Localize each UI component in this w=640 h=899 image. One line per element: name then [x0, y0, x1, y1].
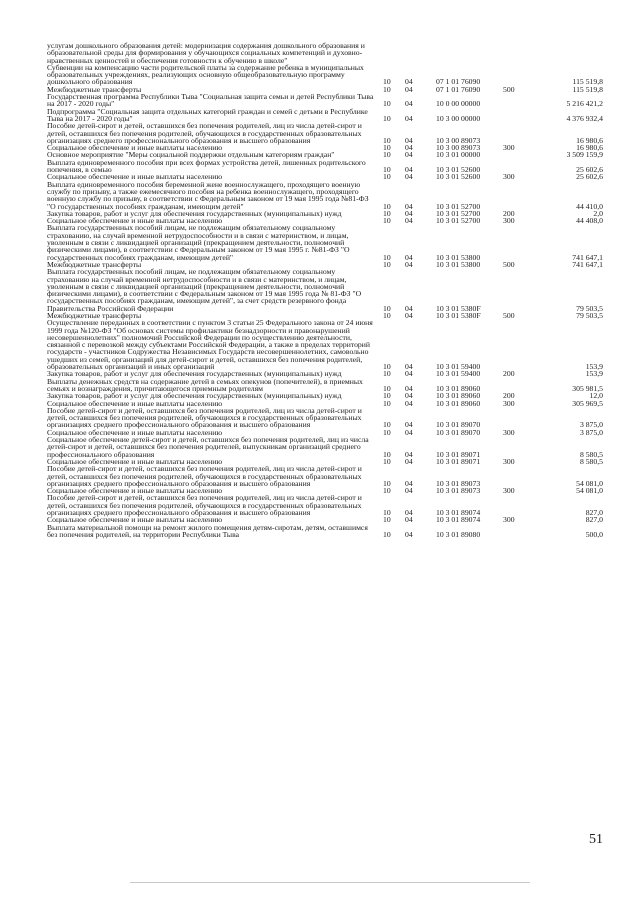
row-description: Выплата материальной помощи на ремонт жилого помещения детям-сиротам, детям, оставшимся без попечения родителей, на территории Республики Тыва — [47, 522, 368, 539]
table-row — [47, 181, 607, 210]
row-subsection-code: 04 — [405, 449, 413, 459]
row-description: Социальное обеспечение и иные выплаты населению — [47, 486, 223, 496]
row-target-article: 10 3 01 89074 — [436, 508, 481, 517]
row-description: Социальное обеспечение и иные выплаты населению — [47, 172, 223, 182]
row-target-article: 10 3 01 5380F — [436, 310, 481, 320]
row-subsection-code: 04 — [405, 165, 413, 175]
row-subsection-code: 04 — [405, 529, 413, 539]
row-expense-type: 200 — [503, 391, 515, 401]
row-description: Субвенции на компенсацию части родительской платы за содержание ребенка в муниципальных образовательных учреждениях, реализующих основную общеобразовательную программу дошкольного образования — [47, 62, 364, 87]
row-amount: 8 580,5 — [579, 456, 603, 466]
scan-edge-line — [130, 882, 530, 883]
row-description: Выплаты денежных средств на содержание детей в семьях опекунов (попечителей), в приемных семьях и вознаграждения, причитающегося приемным родителям — [47, 376, 363, 393]
table-row — [47, 494, 607, 516]
row-description: Пособие детей-сирот и детей, оставшихся без попечения родителей, лиц из числа детей-сирот и детей, оставшихся без попечения родителей, обучающихся в государственных образовательных организациях среднего профессионального образования и высшего образования — [47, 121, 362, 145]
row-amount: 54 081,0 — [576, 486, 603, 496]
row-target-article: 10 3 01 53800 — [436, 252, 481, 262]
row-section-code: 10 — [383, 486, 391, 496]
row-target-article: 10 3 01 5380F — [436, 303, 481, 313]
row-section-code: 10 — [383, 310, 391, 320]
table-row — [47, 108, 607, 123]
row-section-code: 10 — [383, 113, 391, 123]
row-section-code: 10 — [383, 391, 391, 401]
row-amount: 79 503,5 — [576, 310, 603, 320]
row-section-code: 10 — [383, 478, 391, 488]
row-amount: 79 503,5 — [576, 303, 603, 313]
row-section-code: 10 — [383, 383, 391, 393]
row-amount: 16 980,6 — [576, 135, 603, 145]
row-target-article: 10 3 00 89073 — [436, 135, 481, 145]
row-amount: 305 969,5 — [572, 398, 603, 408]
row-amount: 115 519,8 — [572, 77, 603, 87]
row-expense-type: 200 — [503, 208, 515, 218]
row-section-code: 10 — [383, 529, 391, 539]
row-description: Выплата единовременного пособия беременной жене военнослужащего, проходящего военную службу по призыву, а также ежемесячного пособия на ребенка военнослужащего, проходящего военную службу по призыву, в соответствии с Федеральным законом от 19 мая 1995 года №81-ФЗ "О государственных пособиях гражданам, имеющим детей" — [47, 179, 369, 211]
row-description: Социальное обеспечение и иные выплаты населению — [47, 398, 223, 408]
row-expense-type: 500 — [503, 310, 515, 320]
row-target-article: 07 1 01 76090 — [436, 84, 481, 94]
row-subsection-code: 04 — [405, 259, 413, 269]
row-amount: 500,0 — [585, 529, 603, 539]
row-section-code: 10 — [383, 143, 391, 153]
row-description: Выплата государственных пособий лицам, не подлежащим обязательному социальному страхованию, на случай временной нетрудоспособности и в связи с материнством, и лицам, уволенным в связи с ликвидацией организаций (прекращением деятельности, полномочий физическими лицами), в соответствии с Федеральным законом от 19 мая 1995 г. №81-ФЗ "О государственных пособиях гражданам, имеющим детей" — [47, 223, 350, 262]
row-amount: 8 580,5 — [579, 449, 603, 459]
row-subsection-code: 04 — [405, 135, 413, 145]
row-amount: 153,9 — [585, 369, 603, 379]
row-description: услугам дошкольного образования детей: модернизация содержания дошкольного образования и образовательной среды для формирования у обучающихся социальных компетенций и духовно-нравственных ценностей и обеспечения готовности к обучению в школе" — [47, 41, 365, 65]
row-target-article: 10 3 01 89060 — [436, 383, 481, 393]
row-target-article: 10 3 01 52600 — [436, 165, 481, 175]
table-row — [47, 122, 607, 144]
row-amount: 741 647,1 — [572, 259, 603, 269]
row-section-code: 10 — [383, 208, 391, 218]
row-description: Межбюджетные трансферты — [47, 84, 142, 94]
row-subsection-code: 04 — [405, 201, 413, 211]
row-target-article: 10 3 01 52700 — [436, 216, 481, 226]
row-subsection-code: 04 — [405, 216, 413, 226]
row-description: Социальное обеспечение и иные выплаты населению — [47, 456, 223, 466]
row-target-article: 10 3 01 89073 — [436, 478, 481, 488]
row-section-code: 10 — [383, 456, 391, 466]
row-subsection-code: 04 — [405, 508, 413, 517]
row-subsection-code: 04 — [405, 113, 413, 123]
row-description: Подпрограмма "Социальная защита отдельных категорий граждан и семей с детьми в Республике Тыва на 2017 - 2020 годы" — [47, 106, 368, 123]
row-description: Закупка товаров, работ и услуг для обеспечения государственных (муниципальных) нужд — [47, 369, 342, 379]
row-description: Пособие детей-сирот и детей, оставшихся без попечения родителей, лиц из числа детей-сирот и детей, оставшихся без попечения родителей, обучающихся в государственных образовательных организациях среднего профессионального образования и высшего образования — [47, 493, 362, 517]
row-section-code: 10 — [383, 99, 391, 109]
row-target-article: 10 3 01 00000 — [436, 150, 481, 160]
row-expense-type: 300 — [503, 486, 515, 496]
row-description: Пособие детей-сирот и детей, оставшихся без попечения родителей, лиц из числа детей-сирот и детей, оставшихся без попечения родителей, обучающихся в государственных образовательных организациях среднего профессионального образования и высшего образования — [47, 405, 362, 430]
page-number: 51 — [589, 832, 603, 847]
row-section-code: 10 — [383, 369, 391, 379]
row-description: Социальное обеспечение и иные выплаты населению — [47, 216, 223, 226]
table-row — [47, 436, 607, 458]
row-target-article: 10 3 01 52600 — [436, 172, 481, 182]
row-subsection-code: 04 — [405, 208, 413, 218]
table-row — [47, 268, 607, 312]
row-section-code: 10 — [383, 259, 391, 269]
row-target-article: 10 3 01 59400 — [436, 362, 481, 372]
table-row — [47, 224, 607, 260]
row-section-code: 10 — [383, 165, 391, 175]
row-amount: 3 509 159,9 — [566, 150, 603, 160]
row-subsection-code: 04 — [405, 84, 413, 94]
row-target-article: 10 3 01 89060 — [436, 398, 481, 408]
row-amount: 827,0 — [585, 515, 603, 525]
row-amount: 115 519,8 — [572, 84, 603, 94]
row-subsection-code: 04 — [405, 383, 413, 393]
row-subsection-code: 04 — [405, 143, 413, 153]
row-subsection-code: 04 — [405, 369, 413, 379]
row-target-article: 10 3 00 00000 — [436, 113, 481, 123]
row-subsection-code: 04 — [405, 398, 413, 408]
row-target-article: 10 3 01 89070 — [436, 420, 481, 430]
row-amount: 44 408,0 — [576, 216, 603, 226]
row-subsection-code: 04 — [405, 172, 413, 182]
row-section-code: 10 — [383, 216, 391, 226]
row-description: Государственная программа Республики Тыва "Социальная защита семьи и детей Республики Тыва на 2017 - 2020 годы" — [47, 92, 374, 109]
row-subsection-code: 04 — [405, 456, 413, 466]
row-expense-type: 500 — [503, 84, 515, 94]
row-amount: 153,9 — [585, 362, 603, 372]
row-target-article: 10 3 01 52700 — [436, 208, 481, 218]
row-description: Осуществление переданных в соответствии с пунктом 3 статьи 25 Федерального закона от 24 июня 1999 года №120-ФЗ "Об основах системы профилактики безнадзорности и правонарушений несовершеннолетних" полномочий Российской Федерации по осуществлению деятельности, связанной с перевозкой между субъектами Российской Федерации, а также в пределах территорий государств - участников Содружества Независимых Государств несовершеннолетних, самовольно ушедших из семей, организаций для детей-сирот и детей, оставшихся без попечения родителей, образовательных организаций и иных организаций — [47, 318, 373, 372]
row-section-code: 10 — [383, 508, 391, 517]
row-description: Социальное обеспечение и иные выплаты населению — [47, 515, 223, 525]
row-expense-type: 300 — [503, 515, 515, 525]
row-target-article: 10 3 01 53800 — [436, 259, 481, 269]
row-amount: 16 980,6 — [576, 143, 603, 153]
row-section-code: 10 — [383, 77, 391, 87]
row-amount: 3 875,0 — [579, 427, 603, 437]
row-subsection-code: 04 — [405, 252, 413, 262]
row-target-article: 10 3 01 89074 — [436, 515, 481, 525]
row-subsection-code: 04 — [405, 99, 413, 109]
table-row — [47, 524, 607, 539]
row-target-article: 10 3 01 89080 — [436, 529, 481, 539]
table-row — [47, 93, 607, 108]
row-section-code: 10 — [383, 427, 391, 437]
row-section-code: 10 — [383, 515, 391, 525]
row-section-code: 10 — [383, 420, 391, 430]
table-row — [47, 465, 607, 487]
row-subsection-code: 04 — [405, 77, 413, 87]
row-subsection-code: 04 — [405, 391, 413, 401]
row-amount: 741 647,1 — [572, 252, 603, 262]
row-amount: 12,0 — [589, 391, 603, 401]
row-subsection-code: 04 — [405, 150, 413, 160]
row-section-code: 10 — [383, 362, 391, 372]
row-section-code: 10 — [383, 84, 391, 94]
row-subsection-code: 04 — [405, 310, 413, 320]
row-subsection-code: 04 — [405, 486, 413, 496]
row-section-code: 10 — [383, 449, 391, 459]
row-target-article: 10 3 01 59400 — [436, 369, 481, 379]
row-section-code: 10 — [383, 172, 391, 182]
row-amount: 25 602,6 — [576, 172, 603, 182]
row-description: Выплата единовременного пособия при всех формах устройства детей, лишенных родительского попечения, в семью — [47, 157, 366, 175]
row-description: Социальное обеспечение и иные выплаты населению — [47, 427, 223, 437]
row-target-article: 10 3 01 89060 — [436, 391, 481, 401]
row-description: Социальное обеспечение детей-сирот и детей, оставшихся без попечения родителей, лиц из числа детей-сирот и детей, оставшихся без попечения родителей, выпускникам организаций среднего профессионального образования — [47, 435, 369, 459]
row-expense-type: 300 — [503, 398, 515, 408]
row-description: Выплата государственных пособий лицам, не подлежащим обязательному социальному страхованию на случай временной нетрудоспособности и в связи с материнством, и лицам, уволенным в связи с ликвидацией организаций (прекращением деятельности, полномочий физическими лицами), в соответствии с Федеральным законом от 19 мая 1995 года № 81-ФЗ "О государственных пособиях гражданам, имеющим детей", за счет средств резервного фонда Правительства Российской Федерации — [47, 267, 362, 313]
row-target-article: 10 3 01 89071 — [436, 449, 481, 459]
row-description: Пособие детей-сирот и детей, оставшихся без попечения родителей, лиц из числа детей-сирот и детей, оставшихся без попечения родителей, обучающихся в государственных образовательных организациях среднего профессионального образования и высшего образования — [47, 464, 362, 488]
row-expense-type: 300 — [503, 143, 515, 153]
row-amount: 305 981,5 — [572, 383, 603, 393]
row-amount: 827,0 — [585, 508, 603, 517]
budget-table — [47, 42, 607, 538]
row-description: Закупка товаров, работ и услуг для обеспечения государственных (муниципальных) нужд — [47, 391, 342, 401]
row-description: Межбюджетные трансферты — [47, 259, 142, 269]
row-amount: 5 216 421,2 — [566, 99, 603, 109]
row-description: Закупка товаров, работ и услуг для обеспечения государственных (муниципальных) нужд — [47, 208, 342, 218]
row-amount: 2,0 — [593, 208, 603, 218]
row-amount: 25 602,6 — [576, 165, 603, 175]
row-section-code: 10 — [383, 201, 391, 211]
table-row — [47, 64, 607, 86]
row-subsection-code: 04 — [405, 515, 413, 525]
row-subsection-code: 04 — [405, 420, 413, 430]
row-expense-type: 500 — [503, 259, 515, 269]
row-target-article: 07 1 01 76090 — [436, 77, 481, 87]
row-target-article: 10 3 01 89070 — [436, 427, 481, 437]
row-section-code: 10 — [383, 135, 391, 145]
row-subsection-code: 04 — [405, 362, 413, 372]
row-expense-type: 300 — [503, 427, 515, 437]
row-description: Социальное обеспечение и иные выплаты населению — [47, 143, 223, 153]
row-target-article: 10 3 01 52700 — [436, 201, 481, 211]
table-row — [47, 159, 607, 174]
row-amount: 44 410,0 — [576, 201, 603, 211]
row-section-code: 10 — [383, 150, 391, 160]
row-section-code: 10 — [383, 303, 391, 313]
row-expense-type: 200 — [503, 369, 515, 379]
row-target-article: 10 3 01 89073 — [436, 486, 481, 496]
row-subsection-code: 04 — [405, 478, 413, 488]
table-row — [47, 42, 607, 64]
row-amount: 3 875,0 — [579, 420, 603, 430]
row-subsection-code: 04 — [405, 303, 413, 313]
row-description: Основное мероприятие "Меры социальной поддержки отдельным категориям граждан" — [47, 150, 335, 160]
row-target-article: 10 3 00 89073 — [436, 143, 481, 153]
row-amount: 4 376 932,4 — [566, 113, 603, 123]
row-section-code: 10 — [383, 398, 391, 408]
row-section-code: 10 — [383, 252, 391, 262]
row-subsection-code: 04 — [405, 427, 413, 437]
row-description: Межбюджетные трансферты — [47, 310, 142, 320]
row-expense-type: 300 — [503, 172, 515, 182]
row-amount: 54 081,0 — [576, 478, 603, 488]
row-expense-type: 300 — [503, 216, 515, 226]
row-target-article: 10 0 00 00000 — [436, 99, 481, 109]
table-row — [47, 319, 607, 370]
table-row — [47, 407, 607, 429]
row-target-article: 10 3 01 89071 — [436, 456, 481, 466]
table-row — [47, 378, 607, 393]
row-expense-type: 300 — [503, 456, 515, 466]
